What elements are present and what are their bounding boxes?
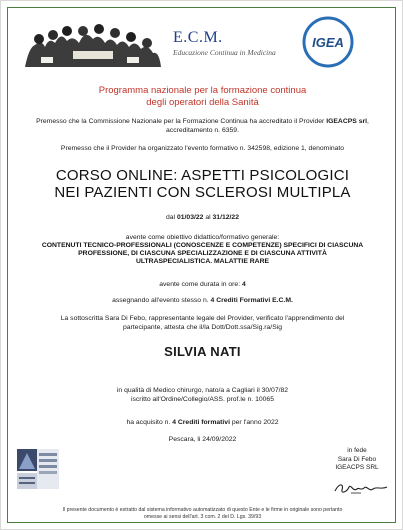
attestation-line-1: La sottoscritta Sara Di Febo, rappresentante legale del Provider, verificato l'apprendimento del	[60, 315, 345, 322]
credits-assigned-prefix: assegnando all'evento stesso n.	[112, 297, 211, 304]
handwritten-signature	[331, 480, 391, 496]
ecm-subtitle: Educazione Continua in Medicina	[173, 48, 276, 57]
course-title-line-2: NEI PAZIENTI CON SCLEROSI MULTIPLA	[54, 184, 351, 201]
igea-logo-text: IGEA	[312, 35, 344, 50]
date-from-label: dal	[166, 214, 177, 221]
attestation	[17, 315, 388, 332]
duration-hours: 4	[241, 281, 246, 288]
premessa-event: Premesso che il Provider ha organizzato l'evento formativo n. 342598, edizione 1, denominato	[60, 145, 345, 152]
objective-text: CONTENUTI TECNICO-PROFESSIONALI (CONOSCENZE E COMPETENZE) SPECIFICI DI CIASCUNA PROFESSIONE, DI CIASCUNA SPECIALIZZAZIONE E DI CIASCUNA ATTIVITÀ ULTRASPECIALISTICA. MALATTIE RARE	[41, 242, 364, 266]
header	[13, 13, 393, 73]
credits-obtained-suffix: per l'anno 2022	[229, 419, 279, 426]
footer-line-2: omesse ai sensi dell'art. 3 com. 2 del D. Lgs. 39/93	[143, 513, 262, 520]
programme-title	[17, 85, 388, 109]
premessa-accreditation	[17, 118, 388, 135]
programme-line-1: Programma nazionale per la formazione continua	[98, 85, 307, 96]
credits-obtained-value: 4 Crediti formativi	[172, 419, 230, 426]
participant-name: SILVIA NATI	[164, 344, 241, 359]
signature-block	[321, 447, 393, 473]
ecm-group-illustration	[21, 17, 163, 69]
participant-details	[17, 387, 388, 404]
details-line-2: iscritto all'Ordine/Collegio/ASS. prof.le n. 10065	[131, 395, 274, 403]
duration-label: avente come durata in ore:	[159, 281, 242, 288]
credits-obtained	[17, 419, 388, 428]
provider-name: IGEACPS srl	[326, 118, 368, 125]
date-from: 01/03/22	[176, 214, 204, 221]
objective-intro: avente come obiettivo didattico/formativo generale:	[125, 234, 280, 241]
credits-assigned	[17, 297, 388, 306]
credits-assigned-value: 4 Crediti Formativi E.C.M.	[210, 297, 293, 304]
date-to-label: al	[203, 214, 213, 221]
quality-certification-badge	[15, 447, 61, 493]
ecm-title: E.C.M.	[173, 29, 223, 46]
signatory-company: IGEACPS SRL	[335, 464, 379, 471]
in-fede-label: in fede	[347, 447, 367, 454]
premessa-1-suffix: , accreditamento n. 6359.	[166, 118, 369, 134]
credits-obtained-prefix: ha acquisito n.	[126, 419, 173, 426]
course-title-line-1: CORSO ONLINE: ASPETTI PSICOLOGICI	[55, 167, 350, 184]
igea-logo	[301, 15, 355, 69]
programme-line-2: degli operatori della Sanità	[146, 97, 259, 108]
place-date: Pescara, li 24/09/2022	[168, 436, 237, 443]
attestation-line-2: partecipante, attesta che il/la Dott/Dott.ssa/Sig.ra/Sig	[122, 323, 283, 331]
course-dates	[17, 214, 388, 223]
signatory-name: Sara Di Febo	[337, 455, 377, 463]
details-line-1: in qualità di Medico chirurgo, nato/a a Cagliari il 30/07/82	[116, 387, 289, 394]
course-duration	[17, 281, 388, 290]
date-to: 31/12/22	[212, 214, 239, 221]
footer-note	[17, 507, 388, 520]
premessa-1-prefix: Premesso che la Commissione Nazionale per la Formazione Continua ha accreditato il Provider	[36, 118, 327, 125]
course-title	[17, 167, 388, 201]
footer-line-1: Il presente documento è estratto dal sistema informativo automatizzato di questo Ente e le firme in originale sono pertanto	[62, 507, 343, 513]
